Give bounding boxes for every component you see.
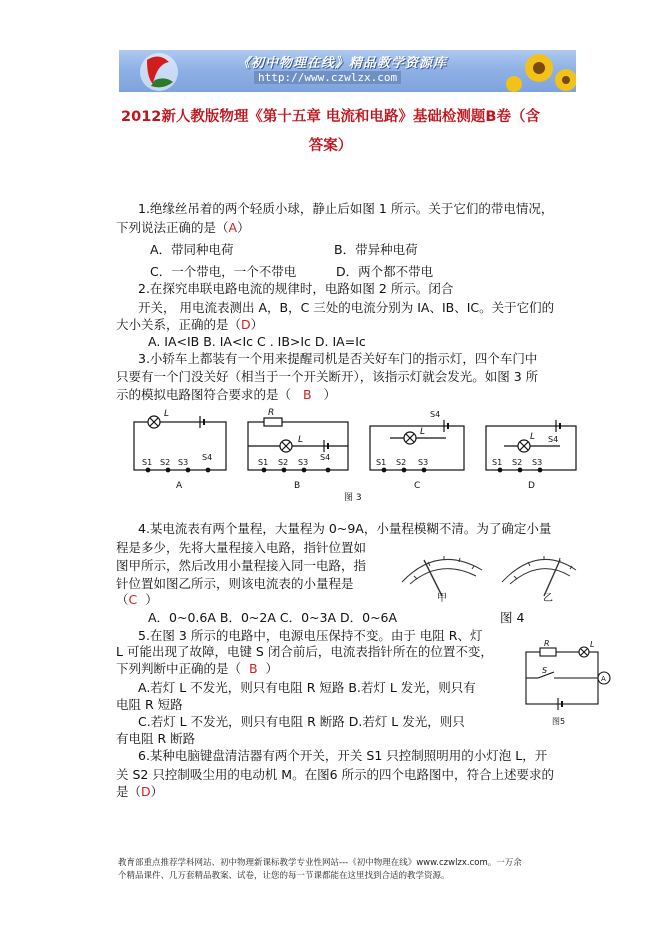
q4-answer-line: （C ） [116, 592, 158, 607]
banner-url[interactable]: http://www.czwlzx.com [254, 71, 401, 84]
circuit-d-s3: S3 [532, 458, 543, 467]
q1-stem-cont: 下列说法正确的是（A） [116, 220, 250, 235]
circuit-a-lamp: L [164, 409, 170, 419]
circuit-b-resistor: R [268, 408, 275, 418]
q4-answer: C [128, 592, 138, 607]
header-banner [119, 50, 576, 92]
circuit-b-s2: S2 [278, 458, 289, 467]
circuit-c-s1: S1 [376, 458, 387, 467]
q4-stem-cont3: 针位置如图乙所示，则该电流表的小量程是 [116, 576, 354, 591]
q1-answer: A [228, 220, 238, 235]
circuit-d-s4: S4 [548, 435, 559, 444]
circuit-b-lamp: L [298, 435, 304, 445]
q2-stem: 2.在探究串联电路电流的规律时，电路如图 2 所示。闭合 [138, 281, 454, 296]
q3-stem-cont2: 示的模拟电路图符合要求的是（ B ） [116, 387, 336, 402]
q5-stem: 5.在图 3 所示的电路中，电源电压保持不变。由于 电阻 R、灯 [138, 628, 483, 643]
circuit-a-s4: S4 [202, 453, 213, 462]
page-title-cont: 答案） [308, 138, 353, 154]
circuit-a-s2: S2 [160, 458, 171, 467]
meter-yi-label: 乙 [543, 593, 553, 604]
circuit-c-s4: S4 [430, 410, 441, 419]
banner-slogan: 《初中物理在线》精品教学资源库 [237, 56, 448, 71]
meter-jia-label: 甲 [437, 593, 447, 604]
circuit-a-s1: S1 [142, 458, 153, 467]
q5-answer: B [248, 661, 258, 676]
circuit-a-s3: S3 [178, 458, 189, 467]
page-title: 2012新人教版物理《第十五章 电流和电路》基础检测题B卷（含 [121, 109, 540, 125]
q5-option-d-cont: 有电阻 R 断路 [116, 731, 196, 746]
figure5-switch: S [542, 666, 548, 675]
figure5-lamp: L [590, 640, 595, 649]
q6-stem-cont2: 是（D） [116, 784, 164, 799]
circuit-a-letter: A [176, 481, 183, 491]
footer-line2: 个精品课件、几万套精品教案、试卷，让您的每一节课都能在这里找到合适的教学资源。 [118, 871, 450, 881]
circuit-b-s3: S3 [298, 458, 309, 467]
circuit-c-letter: C [414, 481, 421, 491]
q5-stem-cont2: 下列判断中正确的是（ B ） [116, 661, 279, 676]
circuit-c-s2: S2 [396, 458, 407, 467]
figure5-ammeter: A [601, 675, 606, 683]
q6-stem-cont: 关 S2 只控制吸尘用的电动机 M。在图6 所示的四个电路图中，符合上述要求的 [116, 767, 555, 782]
q1-option-a: A．带同种电荷 [150, 242, 234, 257]
circuit-c-s3: S3 [418, 458, 429, 467]
figure5-labels [518, 640, 618, 730]
figure3-circuits [128, 408, 580, 503]
q5-option-c-d: C.若灯 L 不发光，则只有电阻 R 断路 D.若灯 L 发光，则只 [138, 714, 465, 729]
q1-option-c: C．一个带电，一个不带电 [150, 264, 297, 279]
q3-answer: B [302, 387, 312, 402]
figure4-caption: 图 4 [500, 610, 525, 625]
q4-stem-cont: 程是多少，先将大量程接入电路，指针位置如 [116, 540, 367, 555]
circuit-d-s1: S1 [492, 458, 503, 467]
resistor-icon [264, 418, 282, 426]
circuit-b-s1: S1 [258, 458, 269, 467]
q1-stem: 1.绝缘丝吊着的两个轻质小球，静止后如图 1 所示。关于它们的带电情况， [138, 201, 554, 216]
q4-stem-cont2: 图甲所示，然后改用小量程接入同一电路，指 [116, 558, 367, 573]
meter-yi [502, 556, 576, 596]
q2-options: A. IA<IB B. IA<Ic C . IB>Ic D. IA=Ic [148, 334, 366, 349]
figure3-caption: 图 3 [344, 493, 362, 503]
q6-answer: D [141, 784, 151, 799]
circuit-c-lamp: L [420, 427, 426, 437]
q4-stem: 4.某电流表有两个量程，大量程为 0~9A，小量程模糊不清。为了确定小量 [138, 521, 552, 536]
figure5-caption: 图5 [552, 717, 566, 726]
q2-stem-cont2: 大小关系，正确的是（D） [116, 317, 264, 332]
circuit-d-letter: D [528, 481, 535, 491]
q5-option-b-cont: 电阻 R 短路 [116, 697, 183, 712]
q1-option-d: D．两个都不带电 [336, 264, 434, 279]
q2-answer: D [241, 317, 251, 332]
q6-stem: 6.某种电脑键盘清洁器有两个开关，开关 S1 只控制照明用的小灯泡 L，开 [138, 748, 548, 763]
q5-option-a-b: A.若灯 L 不发光，则只有电阻 R 短路 B.若灯 L 发光，则只有 [138, 680, 476, 695]
circuit-b-letter: B [294, 481, 301, 491]
circuit-d-s2: S2 [512, 458, 523, 467]
q3-stem: 3.小轿车上都装有一个用来提醒司机是否关好车门的指示灯，四个车门中 [138, 351, 538, 366]
q2-stem-cont: 开关， 用电流表测出 A，B，C 三处的电流分别为 IA、IB、IC。关于它们的 [138, 300, 555, 315]
q1-option-b: B．带异种电荷 [334, 242, 418, 257]
q5-stem-cont: L 可能出现了故障，电键 S 闭合前后，电流表指针所在的位置不变， [116, 644, 493, 659]
circuit-b-s4: S4 [320, 453, 331, 462]
circuit-d-lamp: L [530, 432, 536, 442]
footer-line1: 教育部重点推荐学科网站、初中物理新课标教学专业性网站---《初中物理在线》www.czwlzx.com。一万余 [118, 858, 522, 868]
figure5-resistor: R [544, 640, 550, 648]
q3-stem-cont: 只要有一个门没关好（相当于一个开关断开），该指示灯就会发光。如图 3 所 [116, 369, 539, 384]
q4-options: A．0~0.6A B．0~2A C．0~3A D．0~6A [148, 610, 398, 625]
